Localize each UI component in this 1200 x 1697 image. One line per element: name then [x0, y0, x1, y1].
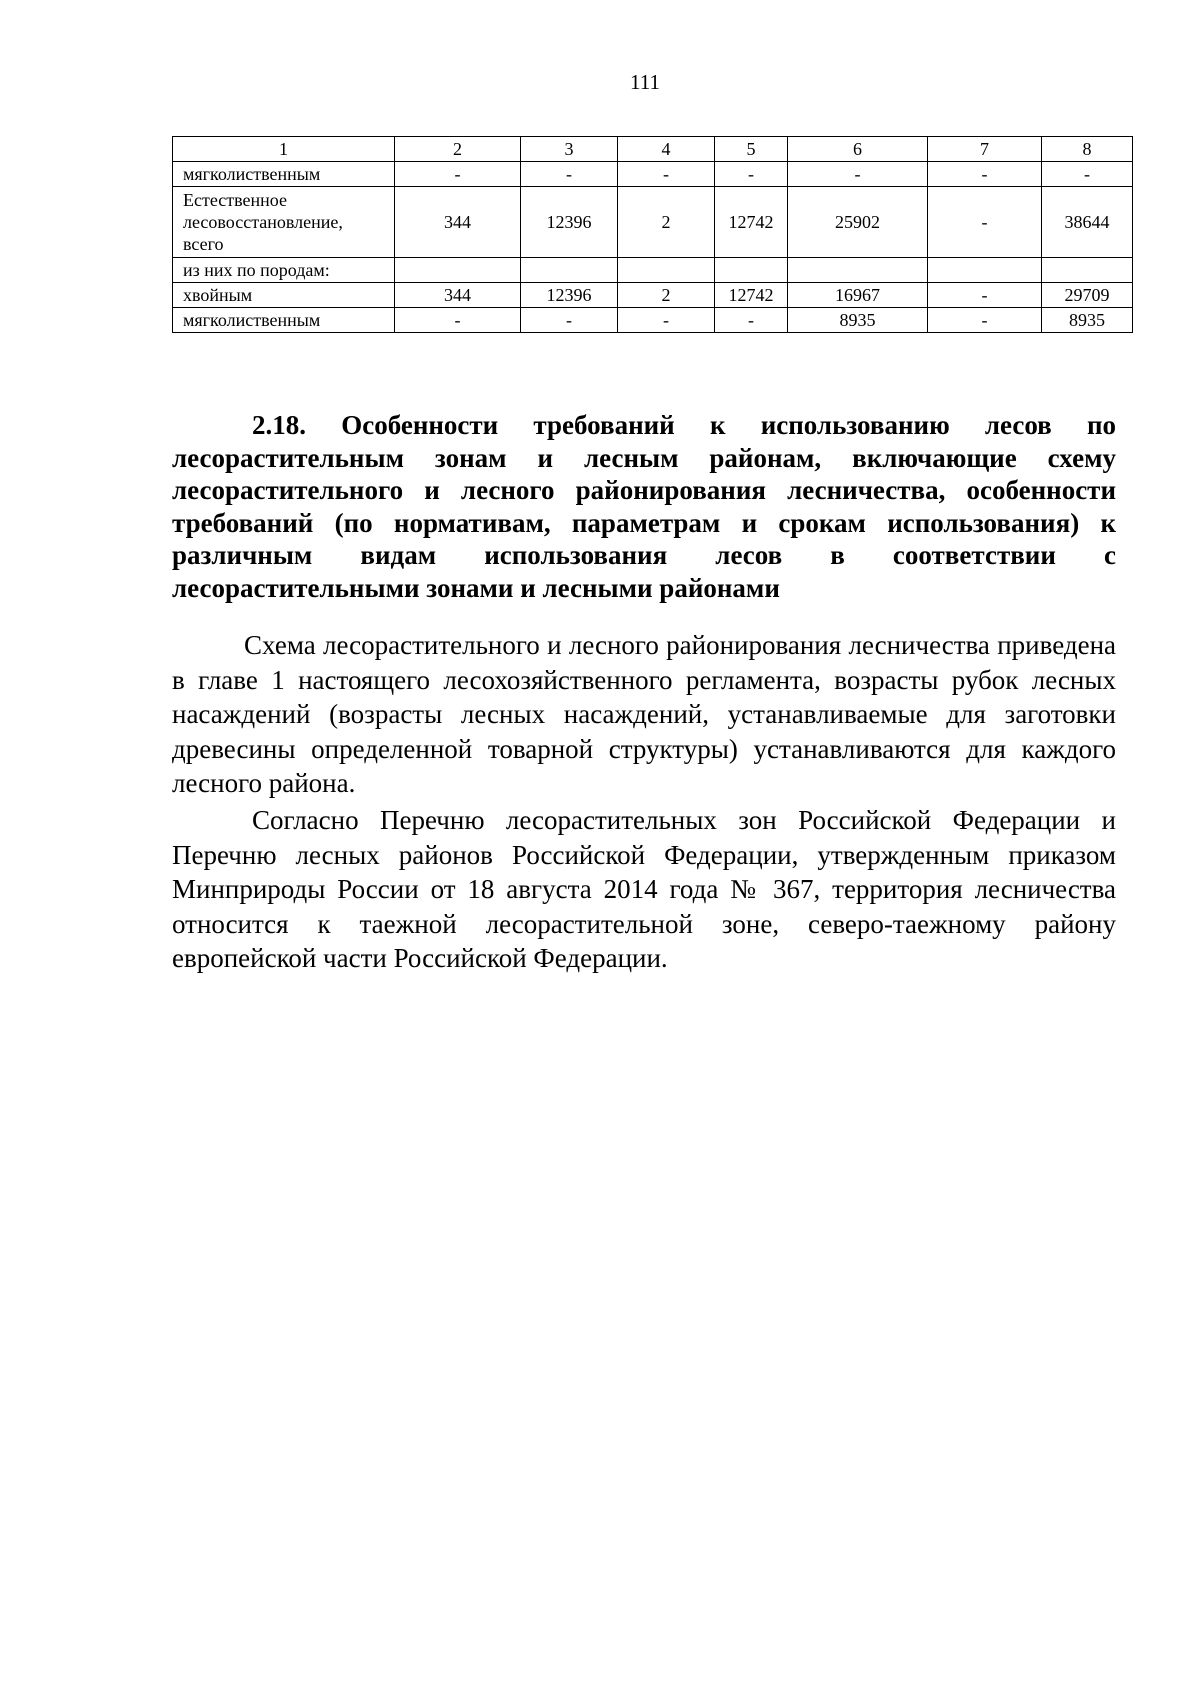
table-row-label: мягколиственным	[173, 162, 395, 187]
table-cell: -	[395, 162, 521, 187]
table-cell: 8935	[788, 308, 928, 333]
table-cell: 12396	[521, 283, 618, 308]
table-row-label: из них по породам:	[173, 258, 395, 283]
table-cell: 2	[618, 187, 715, 258]
table-cell: -	[618, 162, 715, 187]
table-header-cell: 1	[173, 137, 395, 162]
table-cell: -	[928, 308, 1042, 333]
paragraph: Схема лесорастительного и лесного районирования лесничества приведена в главе 1 настоящего лесохозяйственного регламента, возрасты рубок лесных насаждений (возрасты лесных насаждений, устанавливаемые для заготовки древесины определенной товарной структуры) устанавливаются для каждого лесного района.	[172, 630, 1116, 798]
table-cell: -	[618, 308, 715, 333]
table-row	[173, 308, 1133, 333]
table-cell: 8935	[1042, 308, 1133, 333]
table-cell	[788, 258, 928, 283]
table-row	[173, 258, 1133, 283]
table-cell: -	[715, 308, 788, 333]
table-cell	[395, 258, 521, 283]
table-cell	[521, 258, 618, 283]
table-header-cell: 3	[521, 137, 618, 162]
table-row-label: Естественное лесовосстановление, всего	[173, 187, 395, 258]
table-row	[173, 283, 1133, 308]
table-cell: -	[521, 162, 618, 187]
table-cell	[1042, 258, 1133, 283]
table-row	[173, 162, 1133, 187]
table-cell: 344	[395, 187, 521, 258]
table-row-label: хвойным	[173, 283, 395, 308]
paragraph: Согласно Перечню лесорастительных зон Российской Федерации и Перечню лесных районов Российской Федерации, утвержденным приказом Минприроды России от 18 августа 2014 года № 367, территория лесничества относится к таежной лесорастительной зоне, северо-таежному району европейской части Российской Федерации.	[172, 805, 1116, 973]
table-cell: 12742	[715, 187, 788, 258]
table-header-cell: 6	[788, 137, 928, 162]
table-header-cell: 4	[618, 137, 715, 162]
table-cell: 2	[618, 283, 715, 308]
table-cell: 344	[395, 283, 521, 308]
table-cell: -	[928, 283, 1042, 308]
table-header-cell: 2	[395, 137, 521, 162]
table-row-label: мягколиственным	[173, 308, 395, 333]
table-cell: -	[715, 162, 788, 187]
table-cell	[618, 258, 715, 283]
table-row	[173, 187, 1133, 258]
table-cell: -	[521, 308, 618, 333]
table-header-cell: 8	[1042, 137, 1133, 162]
table-cell: 16967	[788, 283, 928, 308]
table-cell: -	[1042, 162, 1133, 187]
table-cell: 25902	[788, 187, 928, 258]
table-cell: -	[788, 162, 928, 187]
section-title: Особенности требований к использованию лесов по лесорастительным зонам и лесным районам, включающие схему лесорастительного и лесного районирования лесничества, особенности требований (по нормативам, параметрам и срокам использования) к различным видам использования лесов в соответствии с лесорастительными зонами и лесными районами	[172, 410, 1117, 603]
table-cell: 12742	[715, 283, 788, 308]
table-cell: -	[928, 187, 1042, 258]
table-cell	[928, 258, 1042, 283]
table-header-row	[173, 137, 1133, 162]
table-cell: -	[928, 162, 1042, 187]
table-cell: -	[395, 308, 521, 333]
section-heading	[172, 409, 1116, 604]
table-cell: 38644	[1042, 187, 1133, 258]
page-number: 111	[630, 70, 660, 94]
table-cell: 12396	[521, 187, 618, 258]
section-number: 2.18.	[252, 410, 306, 440]
data-table	[172, 136, 1133, 333]
table-cell	[715, 258, 788, 283]
table-cell: 29709	[1042, 283, 1133, 308]
table-header-cell: 5	[715, 137, 788, 162]
table-header-cell: 7	[928, 137, 1042, 162]
